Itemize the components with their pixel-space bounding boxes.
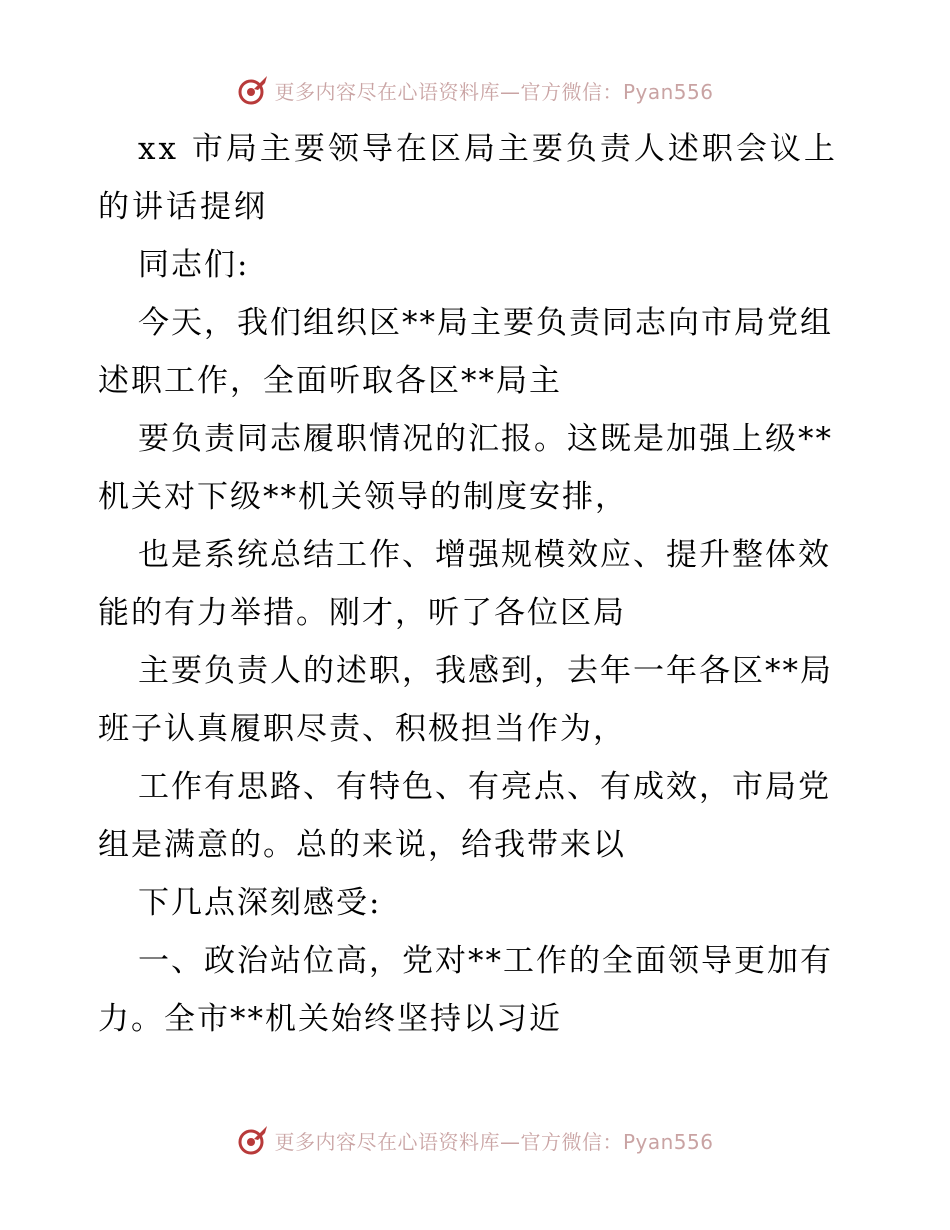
paragraph: 也是系统总结工作、增强规模效应、提升整体效能的有力举措。刚才，听了各位区局: [98, 537, 831, 631]
paragraph: 主要负责人的述职，我感到，去年一年各区**局班子认真履职尽责、积极担当作为，: [98, 653, 833, 747]
paragraph: 下几点深刻感受:: [138, 885, 382, 921]
quill-logo-icon: [236, 73, 270, 107]
header-watermark-text: 更多内容尽在心语资料库—官方微信：Pyan556: [274, 79, 714, 104]
paragraph: 要负责同志履职情况的汇报。这既是加强上级**机关对下级**机关领导的制度安排，: [98, 421, 833, 515]
paragraph: 工作有思路、有特色、有亮点、有成效，市局党组是满意的。总的来说，给我带来以: [98, 769, 831, 863]
paragraph: 今天，我们组织区**局主要负责同志向市局党组述职工作，全面听取各区**局主: [98, 305, 833, 399]
header-watermark-banner: [0, 70, 950, 110]
paragraph: 同志们:: [138, 247, 250, 283]
quill-logo-icon: [236, 1123, 270, 1157]
document-title: xx 市局主要领导在区局主要负责人述职会议上的讲话提纲: [98, 131, 838, 225]
document-body: [98, 120, 858, 1048]
footer-watermark-banner: [0, 1120, 950, 1160]
paragraph: 一、政治站位高，党对**工作的全面领导更加有力。全市**机关始终坚持以习近: [98, 943, 833, 1037]
footer-watermark-text: 更多内容尽在心语资料库—官方微信：Pyan556: [274, 1129, 714, 1154]
